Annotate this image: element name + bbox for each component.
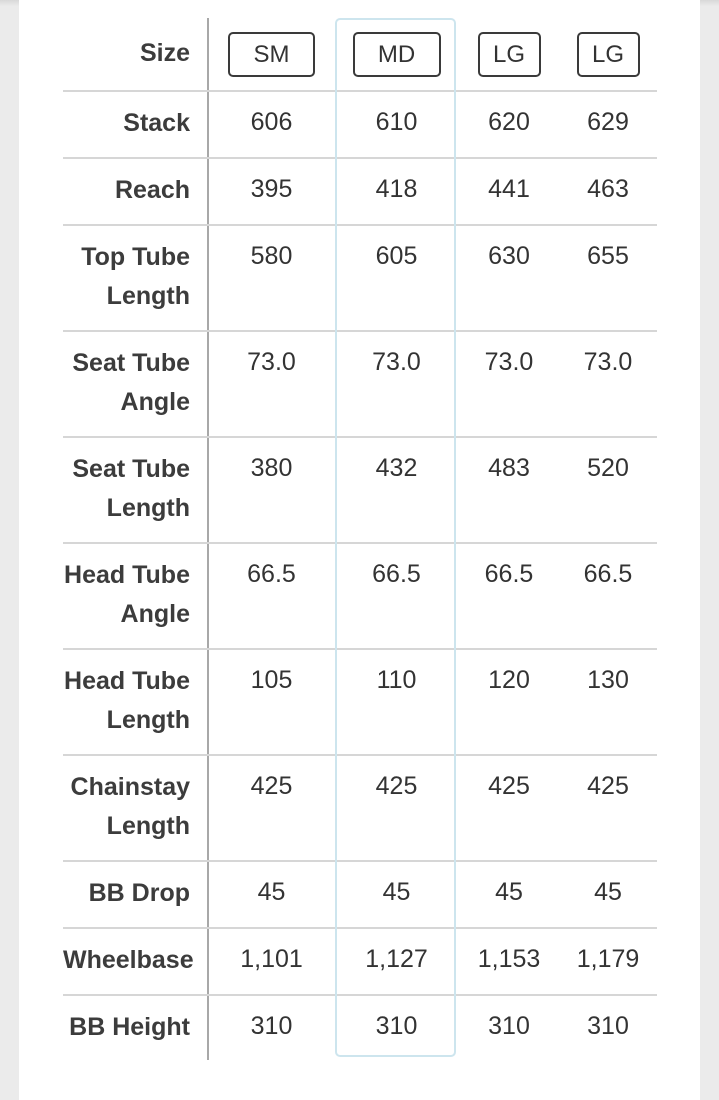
table-cell: 425 bbox=[250, 772, 293, 800]
row-label: Seat Tube Length bbox=[63, 438, 209, 542]
table-cell: 73.0 bbox=[484, 348, 534, 376]
row-label: Chainstay Length bbox=[63, 756, 209, 860]
table-cell: 605 bbox=[375, 242, 418, 270]
table-cell: 1,179 bbox=[576, 945, 640, 973]
table-cell: 45 bbox=[257, 878, 286, 906]
table-cell: 45 bbox=[382, 878, 411, 906]
table-cell: 1,153 bbox=[477, 945, 541, 973]
row-label: Head Tube Angle bbox=[63, 544, 209, 648]
table-cell: 432 bbox=[375, 454, 418, 482]
table-cell: 483 bbox=[488, 454, 530, 482]
table-row bbox=[63, 159, 657, 226]
size-header-row bbox=[63, 18, 657, 92]
row-label: Wheelbase bbox=[63, 929, 209, 994]
row-label: Seat Tube Angle bbox=[63, 332, 209, 436]
table-cell: 310 bbox=[587, 1012, 629, 1040]
table-cell: 463 bbox=[587, 175, 629, 203]
table-row bbox=[63, 226, 657, 332]
table-cell: 130 bbox=[587, 666, 629, 694]
table-cell: 520 bbox=[587, 454, 629, 482]
size-button-lg-2[interactable]: LG bbox=[577, 32, 640, 77]
table-cell: 630 bbox=[488, 242, 530, 270]
table-cell: 580 bbox=[250, 242, 293, 270]
table-cell: 425 bbox=[587, 772, 629, 800]
table-cell: 655 bbox=[587, 242, 629, 270]
row-label: Top Tube Length bbox=[63, 226, 209, 330]
table-cell: 66.5 bbox=[583, 560, 633, 588]
table-cell: 620 bbox=[488, 108, 530, 136]
table-cell: 310 bbox=[375, 1012, 418, 1040]
table-cell: 120 bbox=[488, 666, 530, 694]
table-cell: 310 bbox=[250, 1012, 293, 1040]
table-cell: 606 bbox=[250, 108, 293, 136]
row-label: Head Tube Length bbox=[63, 650, 209, 754]
size-cell-sm bbox=[209, 18, 334, 90]
table-cell: 310 bbox=[488, 1012, 530, 1040]
geometry-table bbox=[63, 18, 657, 1060]
size-cell-lg bbox=[459, 18, 559, 90]
table-cell: 629 bbox=[587, 108, 629, 136]
table-row bbox=[63, 650, 657, 756]
table-row bbox=[63, 332, 657, 438]
table-cell: 380 bbox=[250, 454, 293, 482]
row-label: BB Drop bbox=[63, 862, 209, 927]
table-cell: 1,127 bbox=[365, 945, 428, 973]
table-row bbox=[63, 438, 657, 544]
table-cell: 441 bbox=[488, 175, 530, 203]
table-cell: 66.5 bbox=[484, 560, 534, 588]
table-cell: 110 bbox=[376, 666, 417, 694]
row-label: Reach bbox=[63, 159, 209, 224]
table-row bbox=[63, 996, 657, 1060]
table-cell: 45 bbox=[495, 878, 523, 906]
table-row bbox=[63, 862, 657, 929]
table-cell: 425 bbox=[488, 772, 530, 800]
table-cell: 425 bbox=[375, 772, 418, 800]
table-cell: 73.0 bbox=[247, 348, 296, 376]
size-cell-md bbox=[334, 18, 459, 90]
size-header-label: Size bbox=[63, 18, 209, 90]
table-cell: 105 bbox=[250, 666, 293, 694]
size-button-sm[interactable]: SM bbox=[228, 32, 315, 77]
row-label: Stack bbox=[63, 92, 209, 157]
table-cell: 610 bbox=[375, 108, 418, 136]
table-cell: 66.5 bbox=[372, 560, 421, 588]
table-cell: 73.0 bbox=[372, 348, 421, 376]
table-cell: 395 bbox=[250, 175, 293, 203]
table-row bbox=[63, 929, 657, 996]
size-cell-lg-2 bbox=[559, 18, 657, 90]
table-cell: 73.0 bbox=[583, 348, 633, 376]
row-label: BB Height bbox=[63, 996, 209, 1060]
table-cell: 1,101 bbox=[240, 945, 303, 973]
table-row bbox=[63, 92, 657, 159]
table-cell: 418 bbox=[375, 175, 418, 203]
table-row bbox=[63, 756, 657, 862]
table-cell: 66.5 bbox=[247, 560, 296, 588]
size-button-lg[interactable]: LG bbox=[478, 32, 541, 77]
table-row bbox=[63, 544, 657, 650]
table-cell: 45 bbox=[594, 878, 622, 906]
size-button-md[interactable]: MD bbox=[353, 32, 441, 77]
